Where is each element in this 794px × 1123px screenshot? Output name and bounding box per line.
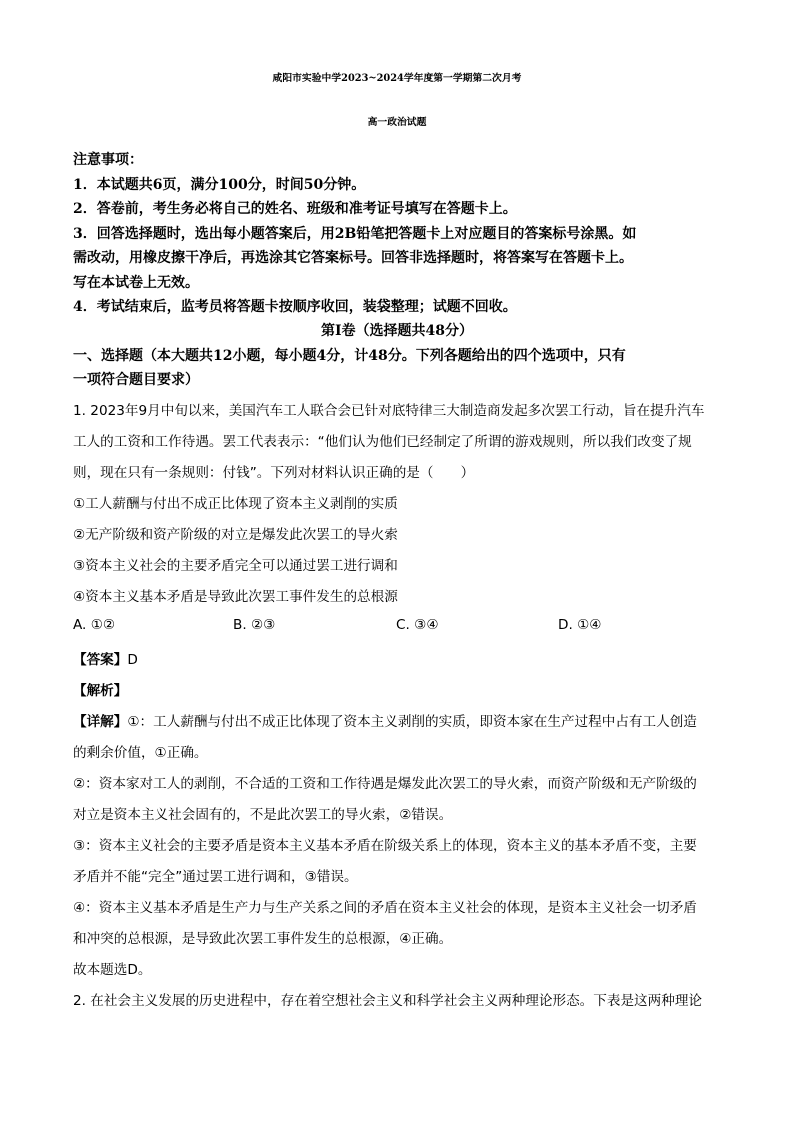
question-stem: 2. 在社会主义发展的历史进程中，存在着空想社会主义和科学社会主义两种理论形态。下表是这两种理论 — [73, 993, 703, 1009]
note-item: 2．答卷前，考生务必将自己的姓名、班级和准考证号填写在答题卡上。 — [73, 201, 517, 217]
detail-text: 和冲突的总根源，是导致此次罢工事件发生的总根源，④正确。 — [73, 931, 453, 947]
section-instruction: 一项符合题目要求） — [73, 372, 199, 388]
exam-subtitle: 高一政治试题 — [367, 117, 427, 128]
section-title: 第Ⅰ卷（选择题共48分） — [320, 323, 474, 339]
detail-text: 的剩余价值，①正确。 — [73, 745, 208, 761]
notes-heading: 注意事项： — [73, 152, 143, 168]
analysis-line — [73, 679, 127, 699]
option-c: C. ③④ — [396, 617, 439, 633]
answer-tag: 【答案】 — [73, 652, 128, 668]
section-instruction: 一、选择题（本大题共12小题，每小题4分，计48分。下列各题给出的四个选项中，只有 — [73, 348, 626, 364]
statement: ①工人薪酬与付出不成正比体现了资本主义剥削的实质 — [73, 496, 398, 512]
detail-text: 对立是资本主义社会固有的，不是此次罢工的导火索，②错误。 — [73, 807, 453, 823]
note-item: 4．考试结束后，监考员将答题卡按顺序收回，装袋整理；试题不回收。 — [73, 299, 517, 315]
option-b: B. ②③ — [233, 617, 276, 633]
note-item: 1．本试题共6页，满分100分，时间50分钟。 — [73, 177, 366, 193]
detail-text: ①：工人薪酬与付出不成正比体现了资本主义剥削的实质，即资本家在生产过程中占有工人创造 — [127, 714, 697, 730]
question-stem: 工人的工资和工作待遇。罢工代表表示：“他们认为他们已经制定了所谓的游戏规则，所以我们改变了规 — [73, 434, 692, 450]
analysis-tag: 【解析】 — [73, 683, 128, 699]
note-item: 3．回答选择题时，选出每小题答案后，用2B铅笔把答题卡上对应题目的答案标号涂黑。如 — [73, 226, 637, 242]
answer-value: D — [127, 652, 138, 668]
detail-text: ③：资本主义社会的主要矛盾是资本主义基本矛盾在阶级关系上的体现，资本主义的基本矛盾不变，主要 — [73, 838, 697, 854]
conclusion-text: 故本题选D。 — [73, 962, 152, 978]
question-stem: 1. 2023年9月中旬以来，美国汽车工人联合会已针对底特律三大制造商发起多次罢工行动，旨在提升汽车 — [73, 403, 705, 419]
note-item: 写在本试卷上无效。 — [73, 275, 199, 291]
detail-line — [73, 710, 697, 730]
exam-title: 咸阳市实验中学2023~2024学年度第一学期第二次月考 — [272, 73, 522, 84]
statement: ③资本主义社会的主要矛盾完全可以通过罢工进行调和 — [73, 558, 398, 574]
answer-line — [73, 648, 138, 668]
statement: ④资本主义基本矛盾是导致此次罢工事件发生的总根源 — [73, 589, 398, 605]
detail-text: 矛盾并不能“完全”通过罢工进行调和，③错误。 — [73, 869, 358, 885]
option-a: A. ①② — [73, 617, 116, 633]
note-item: 需改动，用橡皮擦干净后，再选涂其它答案标号。回答非选择题时，将答案写在答题卡上。 — [73, 250, 633, 266]
question-stem: 则，现在只有一条规则：付钱”。下列对材料认识正确的是（ ） — [73, 465, 475, 481]
detail-text: ④：资本主义基本矛盾是生产力与生产关系之间的矛盾在资本主义社会的体现，是资本主义社会一切矛盾 — [73, 900, 697, 916]
detail-tag: 【详解】 — [73, 714, 128, 730]
detail-text: ②：资本家对工人的剥削，不合适的工资和工作待遇是爆发此次罢工的导火索，而资产阶级和无产阶级的 — [73, 776, 697, 792]
statement: ②无产阶级和资产阶级的对立是爆发此次罢工的导火索 — [73, 527, 398, 543]
option-d: D. ①④ — [558, 617, 602, 633]
